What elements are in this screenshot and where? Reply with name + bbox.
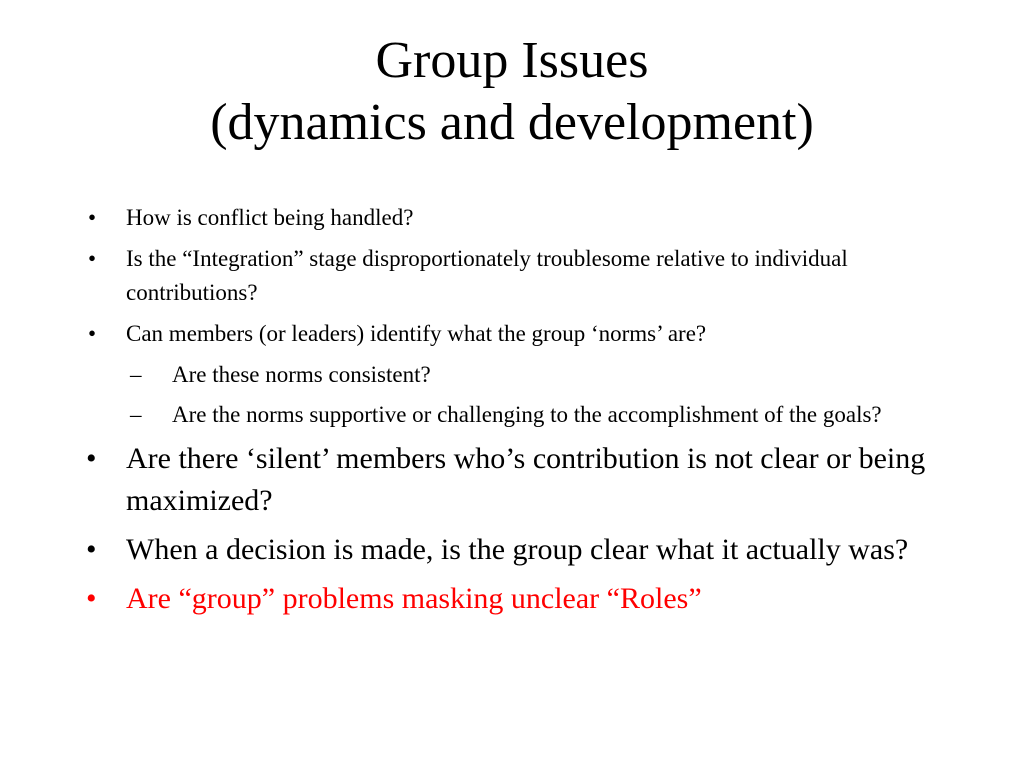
bullet-item <box>80 317 950 351</box>
bullet-text: Are there ‘silent’ members who’s contribution is not clear or being maximized? <box>126 442 926 517</box>
bullet-item <box>80 201 950 235</box>
title-line-2: (dynamics and development) <box>210 94 814 151</box>
bullet-text: Is the “Integration” stage disproportionately troublesome relative to individual contributions? <box>126 246 848 305</box>
title-line-1: Group Issues <box>375 32 649 89</box>
bullet-text: Can members (or leaders) identify what the group ‘norms’ are? <box>126 321 707 346</box>
sub-bullet-item <box>126 398 950 432</box>
bullet-marker: • <box>88 321 97 346</box>
bullet-item <box>80 242 950 310</box>
bullet-item <box>80 529 950 571</box>
bullet-marker: • <box>88 205 97 230</box>
bullet-text: How is conflict being handled? <box>126 205 414 230</box>
bullet-marker: • <box>86 533 97 566</box>
bullet-text: Are “group” problems masking unclear “Roles” <box>126 582 702 615</box>
bullet-text: When a decision is made, is the group clear what it actually was? <box>126 533 909 566</box>
sub-bullet-marker: – <box>130 402 142 427</box>
slide-title <box>0 30 1024 154</box>
sub-bullet-text: Are the norms supportive or challenging to the accomplishment of the goals? <box>172 402 882 427</box>
sub-bullet-item <box>126 358 950 392</box>
sub-bullet-text: Are these norms consistent? <box>172 362 431 387</box>
sub-bullet-marker: – <box>130 362 142 387</box>
bullet-marker: • <box>88 246 97 271</box>
bullet-marker: • <box>86 442 97 475</box>
bullet-marker: • <box>86 582 97 615</box>
highlighted-bullet-item <box>80 578 950 620</box>
bullet-list <box>80 201 950 627</box>
bullet-item <box>80 438 950 522</box>
